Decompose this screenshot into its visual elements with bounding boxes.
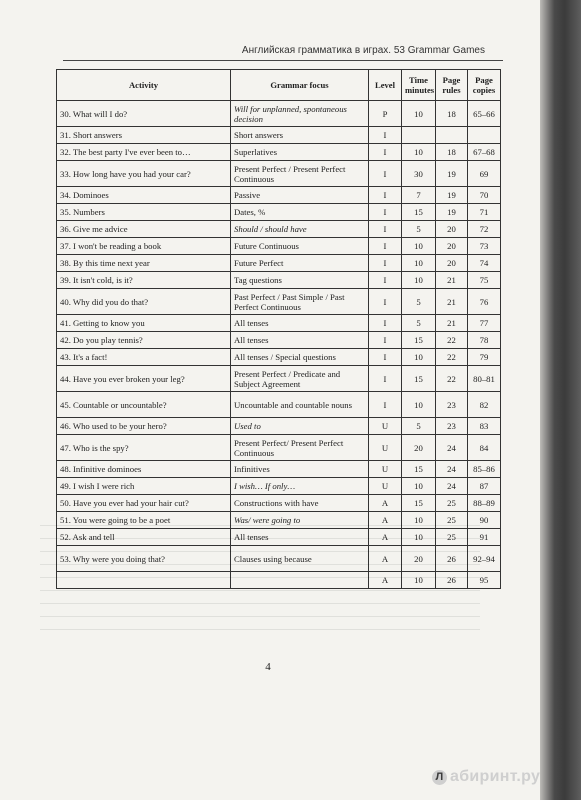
rules-cell: 21 [436,315,468,332]
time-cell: 15 [402,332,436,349]
table-row [57,435,501,461]
grammar-cell: Used to [231,418,369,435]
time-cell: 20 [402,435,436,461]
rules-cell: 19 [436,187,468,204]
grammar-cell: Will for unplanned, spontaneous decision [231,101,369,127]
rules-cell: 18 [436,144,468,161]
level-cell: I [369,366,402,392]
rules-cell: 25 [436,495,468,512]
rules-cell: 20 [436,221,468,238]
copies-cell: 82 [468,392,501,418]
time-cell: 7 [402,187,436,204]
table-row [57,187,501,204]
copies-cell [468,127,501,144]
rules-cell: 22 [436,366,468,392]
time-cell: 10 [402,512,436,529]
time-cell: 30 [402,161,436,187]
rules-cell: 19 [436,161,468,187]
level-cell: A [369,495,402,512]
time-cell: 5 [402,418,436,435]
rules-cell: 21 [436,289,468,315]
grammar-cell: Uncountable and countable nouns [231,392,369,418]
activity-cell: 39. It isn't cold, is it? [57,272,231,289]
activity-cell: 31. Short answers [57,127,231,144]
copies-cell: 90 [468,512,501,529]
time-cell: 5 [402,221,436,238]
activity-cell: 52. Ask and tell [57,529,231,546]
level-cell: I [369,272,402,289]
table-row [57,478,501,495]
level-cell: U [369,478,402,495]
table-row [57,495,501,512]
grammar-cell: All tenses [231,315,369,332]
rules-cell: 19 [436,204,468,221]
level-cell: U [369,461,402,478]
column-header-page-copies: Page copies [468,70,501,101]
level-cell: I [369,315,402,332]
watermark [432,768,572,786]
grammar-cell: Present Perfect / Predicate and Subject Agreement [231,366,369,392]
rules-cell: 25 [436,529,468,546]
time-cell: 10 [402,392,436,418]
rules-cell: 21 [436,272,468,289]
activity-cell: 36. Give me advice [57,221,231,238]
copies-cell: 92–94 [468,546,501,572]
time-cell: 15 [402,204,436,221]
rules-cell: 26 [436,546,468,572]
rules-cell: 18 [436,101,468,127]
table-row [57,101,501,127]
level-cell: P [369,101,402,127]
book-spine [540,0,581,800]
copies-cell: 69 [468,161,501,187]
grammar-cell: Present Perfect / Present Perfect Continuous [231,161,369,187]
activity-cell: 51. You were going to be a poet [57,512,231,529]
column-header-page-rules: Page rules [436,70,468,101]
time-cell: 10 [402,101,436,127]
copies-cell: 78 [468,332,501,349]
activity-cell: 46. Who used to be your hero? [57,418,231,435]
rules-cell: 22 [436,349,468,366]
copies-cell: 85–86 [468,461,501,478]
grammar-cell: All tenses [231,332,369,349]
activity-cell: 47. Who is the spy? [57,435,231,461]
activity-cell: 30. What will I do? [57,101,231,127]
grammar-cell: Future Continuous [231,238,369,255]
level-cell: I [369,187,402,204]
activity-cell: 44. Have you ever broken your leg? [57,366,231,392]
table-row [57,332,501,349]
column-header-grammar-focus: Grammar focus [231,70,369,101]
level-cell: A [369,572,402,589]
time-cell: 10 [402,255,436,272]
level-cell: U [369,418,402,435]
show-through-text [40,525,480,635]
time-cell: 15 [402,461,436,478]
rules-cell: 23 [436,418,468,435]
grammar-cell: All tenses / Special questions [231,349,369,366]
level-cell: I [369,144,402,161]
grammar-cell: Passive [231,187,369,204]
table-row [57,349,501,366]
copies-cell: 79 [468,349,501,366]
copies-cell: 65–66 [468,101,501,127]
copies-cell: 80–81 [468,366,501,392]
grammar-cell: Superlatives [231,144,369,161]
time-cell: 15 [402,366,436,392]
table-row [57,315,501,332]
table-row [57,366,501,392]
copies-cell: 74 [468,255,501,272]
rules-cell: 26 [436,572,468,589]
activity-cell: 38. By this time next year [57,255,231,272]
activity-cell: 35. Numbers [57,204,231,221]
time-cell: 10 [402,572,436,589]
time-cell: 10 [402,272,436,289]
column-header-activity: Activity [57,70,231,101]
table-row [57,392,501,418]
time-cell: 20 [402,546,436,572]
rules-cell: 23 [436,392,468,418]
grammar-cell: Was/ were going to [231,512,369,529]
grammar-cell: Should / should have [231,221,369,238]
time-cell: 5 [402,315,436,332]
level-cell: I [369,127,402,144]
table-row [57,161,501,187]
activity-cell: 40. Why did you do that? [57,289,231,315]
activity-cell: 33. How long have you had your car? [57,161,231,187]
table-row [57,418,501,435]
table-header-row [57,70,501,101]
level-cell: I [369,161,402,187]
copies-cell: 77 [468,315,501,332]
copies-cell: 84 [468,435,501,461]
column-header-time: Time minutes [402,70,436,101]
time-cell: 10 [402,349,436,366]
activity-cell: 34. Dominoes [57,187,231,204]
running-header: Английская грамматика в играх. 53 Grammar Games [241,45,485,56]
copies-cell: 72 [468,221,501,238]
watermark-text: абиринт.ру [450,768,541,785]
copies-cell: 75 [468,272,501,289]
activity-cell: 53. Why were you doing that? [57,546,231,572]
rules-cell: 24 [436,435,468,461]
time-cell [402,127,436,144]
activity-cell: 37. I won't be reading a book [57,238,231,255]
activity-cell: 43. It's a fact! [57,349,231,366]
copies-cell: 91 [468,529,501,546]
page-number: 4 [265,661,271,673]
level-cell: I [369,289,402,315]
time-cell: 5 [402,289,436,315]
level-cell: I [369,349,402,366]
grammar-cell: Short answers [231,127,369,144]
activity-cell: 41. Getting to know you [57,315,231,332]
time-cell: 10 [402,238,436,255]
grammar-cell: Clauses using because [231,546,369,572]
time-cell: 10 [402,478,436,495]
grammar-cell: Present Perfect/ Present Perfect Continuous [231,435,369,461]
table-row [57,221,501,238]
level-cell: I [369,255,402,272]
rules-cell: 20 [436,238,468,255]
column-header-level: Level [369,70,402,101]
grammar-cell: Past Perfect / Past Simple / Past Perfect Continuous [231,289,369,315]
time-cell: 10 [402,529,436,546]
grammar-games-table [56,69,501,589]
copies-cell: 73 [468,238,501,255]
table-row [57,289,501,315]
level-cell: A [369,546,402,572]
grammar-cell: Tag questions [231,272,369,289]
grammar-cell: Constructions with have [231,495,369,512]
table-row [57,127,501,144]
level-cell: A [369,512,402,529]
time-cell: 15 [402,495,436,512]
rules-cell [436,127,468,144]
grammar-cell: I wish… If only… [231,478,369,495]
table-row [57,144,501,161]
grammar-cell: Infinitives [231,461,369,478]
level-cell: U [369,435,402,461]
labirint-logo-icon: Л [432,770,447,785]
copies-cell: 88–89 [468,495,501,512]
copies-cell: 83 [468,418,501,435]
header-rule [63,60,503,61]
copies-cell: 95 [468,572,501,589]
grammar-cell: Future Perfect [231,255,369,272]
rules-cell: 22 [436,332,468,349]
activity-cell: 32. The best party I've ever been to… [57,144,231,161]
grammar-cell: Dates, % [231,204,369,221]
level-cell: I [369,392,402,418]
level-cell: I [369,238,402,255]
copies-cell: 70 [468,187,501,204]
copies-cell: 71 [468,204,501,221]
rules-cell: 20 [436,255,468,272]
copies-cell: 67–68 [468,144,501,161]
activity-cell: 50. Have you ever had your hair cut? [57,495,231,512]
copies-cell: 87 [468,478,501,495]
level-cell: I [369,332,402,349]
rules-cell: 24 [436,461,468,478]
table-row [57,238,501,255]
level-cell: A [369,529,402,546]
level-cell: I [369,221,402,238]
table-row [57,461,501,478]
level-cell: I [369,204,402,221]
table-row [57,204,501,221]
table-row [57,272,501,289]
time-cell: 10 [402,144,436,161]
table-row [57,255,501,272]
grammar-cell: All tenses [231,529,369,546]
activity-cell: 45. Countable or uncountable? [57,392,231,418]
activity-cell: 42. Do you play tennis? [57,332,231,349]
copies-cell: 76 [468,289,501,315]
activity-cell: 48. Infinitive dominoes [57,461,231,478]
activity-cell: 49. I wish I were rich [57,478,231,495]
rules-cell: 25 [436,512,468,529]
rules-cell: 24 [436,478,468,495]
